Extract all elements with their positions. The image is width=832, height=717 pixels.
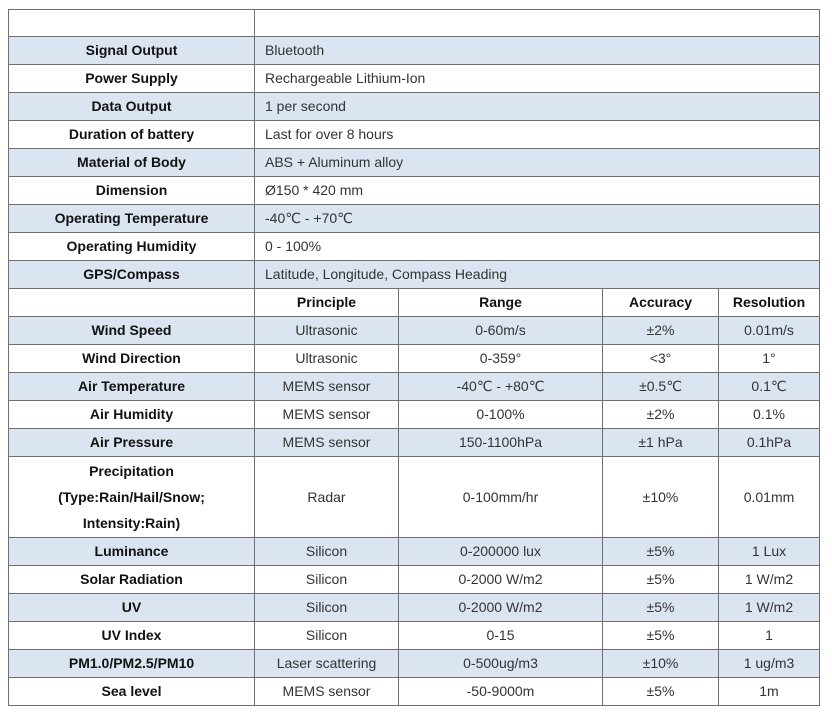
sensor-principle: Laser scattering [255,650,399,678]
empty-cell [9,10,255,37]
spec-value: Ø150 * 420 mm [255,177,820,205]
sensor-parameter: Air Pressure [9,429,255,457]
spec-value: Last for over 8 hours [255,121,820,149]
sensor-resolution: 1 [719,622,820,650]
sensor-accuracy: ±5% [603,594,719,622]
sensor-principle: MEMS sensor [255,373,399,401]
spec-value: Bluetooth [255,37,820,65]
table-row [9,678,820,706]
sensor-range: 0-60m/s [399,317,603,345]
sensor-resolution: 0.01mm [719,457,820,538]
table-row [9,65,820,93]
sensor-range: 0-359° [399,345,603,373]
sensor-range: 0-2000 W/m2 [399,594,603,622]
sensor-principle: Silicon [255,566,399,594]
sensor-range: 0-200000 lux [399,538,603,566]
sensor-range: 0-100% [399,401,603,429]
sensor-resolution: 1° [719,345,820,373]
sensor-accuracy: ±10% [603,457,719,538]
spec-label: Power Supply [9,65,255,93]
table-row [9,566,820,594]
table-row [9,373,820,401]
spec-label: Duration of battery [9,121,255,149]
sensor-parameter: Air Humidity [9,401,255,429]
spec-label: Operating Temperature [9,205,255,233]
sensor-principle: Ultrasonic [255,317,399,345]
sensor-range: -50-9000m [399,678,603,706]
sensor-accuracy: ±5% [603,566,719,594]
sensor-range: 0-100mm/hr [399,457,603,538]
sensor-principle: Ultrasonic [255,345,399,373]
spec-value: 0 - 100% [255,233,820,261]
sensor-header-row [9,289,820,317]
column-header-accuracy: Accuracy [603,289,719,317]
sensor-range: 150-1100hPa [399,429,603,457]
sensor-principle: MEMS sensor [255,401,399,429]
sensor-resolution: 0.1℃ [719,373,820,401]
table-row [9,457,820,538]
sensor-accuracy: <3° [603,345,719,373]
sensor-range: -40℃ - +80℃ [399,373,603,401]
table-row [9,317,820,345]
sensor-accuracy: ±0.5℃ [603,373,719,401]
sensor-resolution: 0.01m/s [719,317,820,345]
sensor-resolution: 0.1hPa [719,429,820,457]
spec-label: Operating Humidity [9,233,255,261]
sensor-resolution: 1m [719,678,820,706]
sensor-resolution: 0.1% [719,401,820,429]
table-row [9,538,820,566]
spec-value: ABS + Aluminum alloy [255,149,820,177]
spec-label: Data Output [9,93,255,121]
sensor-parameter: Solar Radiation [9,566,255,594]
sensor-principle: Silicon [255,594,399,622]
sensor-parameter-line: (Type:Rain/Hail/Snow; [58,489,205,505]
column-header-range: Range [399,289,603,317]
table-row [9,429,820,457]
spec-label: GPS/Compass [9,261,255,289]
sensor-parameter-line: Intensity:Rain) [82,515,181,531]
sensor-parameter: UV [9,594,255,622]
empty-cell [255,10,820,37]
table-row [9,149,820,177]
table-top-empty-row [9,10,820,37]
empty-cell [9,289,255,317]
spec-label: Material of Body [9,149,255,177]
sensor-parameter: Sea level [9,678,255,706]
sensor-resolution: 1 Lux [719,538,820,566]
sensor-parameter: Wind Direction [9,345,255,373]
spec-value: Latitude, Longitude, Compass Heading [255,261,820,289]
table-row [9,37,820,65]
spec-label: Dimension [9,177,255,205]
table-row [9,93,820,121]
spec-value: 1 per second [255,93,820,121]
table-row [9,177,820,205]
sensor-range: 0-2000 W/m2 [399,566,603,594]
sensor-resolution: 1 W/m2 [719,594,820,622]
sensor-range: 0-15 [399,622,603,650]
column-header-resolution: Resolution [719,289,820,317]
sensor-accuracy: ±5% [603,622,719,650]
column-header-principle: Principle [255,289,399,317]
specification-table [8,9,820,706]
table-row [9,261,820,289]
table-row [9,401,820,429]
spec-value: Rechargeable Lithium-Ion [255,65,820,93]
sensor-principle: Silicon [255,538,399,566]
sensor-parameter-line: Precipitation [89,463,174,479]
sensor-principle: Silicon [255,622,399,650]
sensor-resolution: 1 W/m2 [719,566,820,594]
table-row [9,233,820,261]
sensor-accuracy: ±5% [603,538,719,566]
spec-value: -40℃ - +70℃ [255,205,820,233]
sensor-principle: MEMS sensor [255,678,399,706]
sensor-accuracy: ±5% [603,678,719,706]
sensor-parameter: Luminance [9,538,255,566]
sensor-parameter: UV Index [9,622,255,650]
sensor-parameter: PM1.0/PM2.5/PM10 [9,650,255,678]
sensor-parameter: Air Temperature [9,373,255,401]
sensor-accuracy: ±2% [603,401,719,429]
sensor-accuracy: ±1 hPa [603,429,719,457]
sensor-principle: MEMS sensor [255,429,399,457]
sensor-parameter: Wind Speed [9,317,255,345]
sensor-accuracy: ±10% [603,650,719,678]
table-row [9,345,820,373]
table-row [9,205,820,233]
sensor-accuracy: ±2% [603,317,719,345]
table-row [9,594,820,622]
sensor-resolution: 1 ug/m3 [719,650,820,678]
table-row [9,121,820,149]
spec-label: Signal Output [9,37,255,65]
table-row [9,622,820,650]
sensor-parameter [9,457,255,538]
sensor-principle: Radar [255,457,399,538]
table-row [9,650,820,678]
sensor-range: 0-500ug/m3 [399,650,603,678]
